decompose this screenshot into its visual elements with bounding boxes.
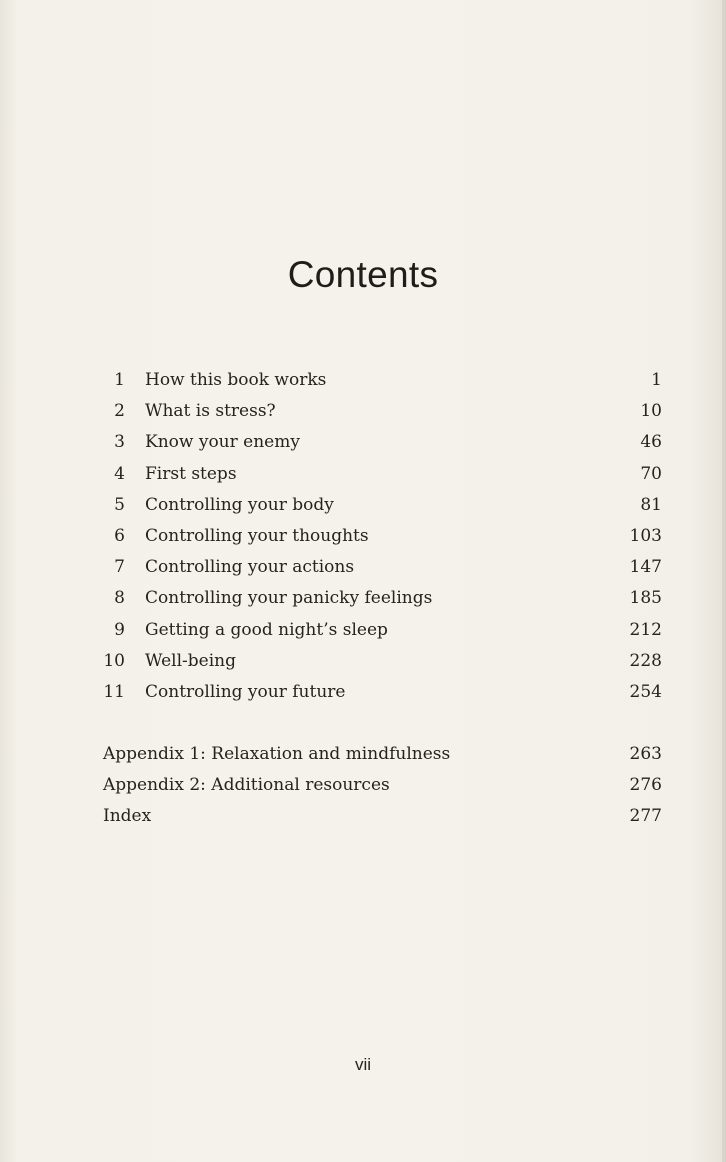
chapter-title: First steps xyxy=(145,463,237,484)
toc-entry-chapter xyxy=(103,583,662,614)
page-number: 147 xyxy=(629,557,662,578)
page-edge xyxy=(722,0,726,1162)
page-number: 46 xyxy=(640,432,662,453)
chapter-title: Well-being xyxy=(145,650,236,671)
toc-entry-chapter xyxy=(103,646,662,677)
page-number: 228 xyxy=(629,650,662,671)
chapter-number: 11 xyxy=(103,681,125,702)
page-number: 81 xyxy=(640,494,662,515)
toc-entry-index xyxy=(103,801,662,832)
toc-entry-chapter xyxy=(103,490,662,521)
toc-entry-chapter xyxy=(103,521,662,552)
page-number: 263 xyxy=(629,744,662,765)
chapter-number: 1 xyxy=(114,370,125,390)
chapter-number: 2 xyxy=(114,401,125,422)
toc-entry-chapter xyxy=(103,459,662,490)
page-folio: vii xyxy=(354,1055,372,1074)
page-number: 276 xyxy=(629,775,662,796)
chapter-title: Know your enemy xyxy=(145,432,300,453)
index-title: Index xyxy=(103,806,152,827)
chapter-number: 5 xyxy=(114,494,125,515)
chapter-title: Controlling your thoughts xyxy=(145,525,369,546)
chapter-number: 4 xyxy=(114,463,125,484)
chapter-title: How this book works xyxy=(145,370,327,390)
page-number: 212 xyxy=(629,619,662,640)
chapter-number: 6 xyxy=(114,525,125,546)
appendix-title: Appendix 1: Relaxation and mindfulness xyxy=(103,744,451,765)
chapter-title: Controlling your body xyxy=(145,494,334,515)
chapter-title: Getting a good night’s sleep xyxy=(145,619,388,640)
toc-entry-appendix xyxy=(103,770,662,801)
section-spacer xyxy=(103,708,662,739)
chapter-number: 3 xyxy=(114,432,125,453)
toc-entry-chapter xyxy=(103,677,662,708)
page-number: 1 xyxy=(651,370,662,390)
toc-entry-chapter xyxy=(103,396,662,427)
toc-entry-chapter xyxy=(103,427,662,458)
toc-entry-chapter xyxy=(103,552,662,583)
chapter-title: Controlling your future xyxy=(145,681,346,702)
chapter-number: 8 xyxy=(114,588,125,609)
page-number: 185 xyxy=(629,588,662,609)
page-number: 277 xyxy=(629,806,662,827)
page-number: 10 xyxy=(640,401,662,422)
toc-entry-chapter xyxy=(103,615,662,646)
page-number: 70 xyxy=(640,463,662,484)
table-of-contents xyxy=(103,365,662,833)
page-number: 103 xyxy=(629,525,662,546)
chapter-number: 9 xyxy=(114,619,125,640)
chapter-number: 10 xyxy=(103,650,125,671)
page-number: 254 xyxy=(629,681,662,702)
appendix-title: Appendix 2: Additional resources xyxy=(103,775,390,796)
chapter-number: 7 xyxy=(114,557,125,578)
page-title: Contents xyxy=(287,254,439,295)
chapter-title: Controlling your panicky feelings xyxy=(145,588,433,609)
toc-entry-chapter xyxy=(103,365,662,396)
chapter-title: What is stress? xyxy=(145,401,276,422)
toc-entry-appendix xyxy=(103,739,662,770)
chapter-title: Controlling your actions xyxy=(145,557,355,578)
